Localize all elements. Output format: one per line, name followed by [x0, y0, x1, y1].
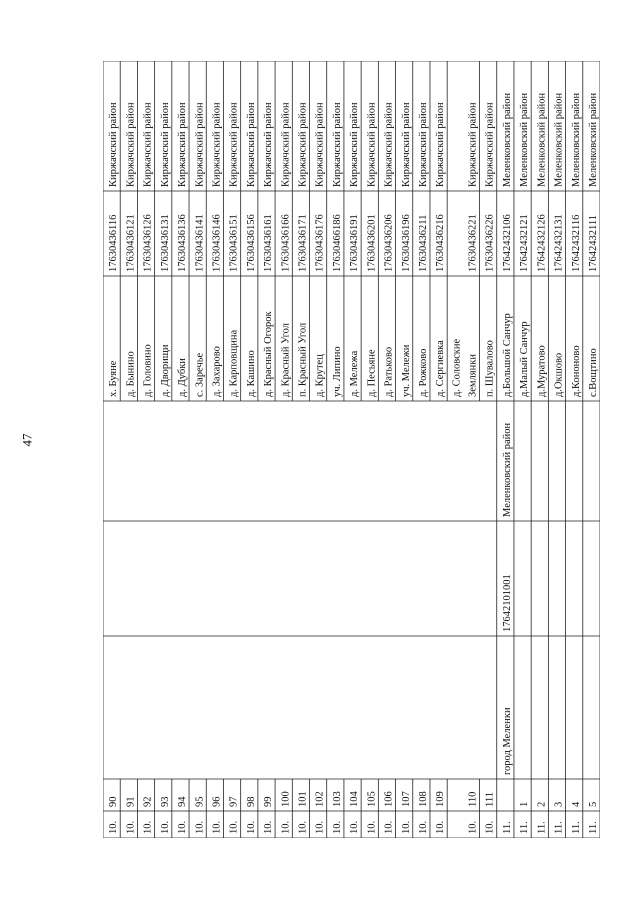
- table-cell-c1: 10.: [177, 820, 189, 834]
- table-cell-c8: Киржачский район: [467, 102, 479, 187]
- table-cell-c2: 90: [108, 796, 120, 807]
- table-cell-c8: Киржачский район: [245, 102, 257, 187]
- table-cell-c8: Киржачский район: [142, 102, 154, 187]
- table-cell-c1: 10.: [383, 820, 395, 834]
- table-cell-c2: 111: [484, 792, 496, 807]
- table-cell-c2: 93: [159, 796, 171, 807]
- page-number: [14, 420, 40, 460]
- table-cell-c2: 1: [519, 801, 531, 807]
- table-cell-c7: 17630436191: [349, 214, 361, 272]
- table-cell-c1: 10.: [280, 820, 292, 834]
- table-cell-c8: Киржачский район: [484, 102, 496, 187]
- table-cell-c8: Меленковский район: [501, 92, 513, 187]
- table-cell-c6: д.Большой Санчур: [501, 313, 513, 397]
- table-cell-c8: Меленковский район: [519, 92, 531, 187]
- table-cell-c7: 17630436211: [417, 214, 429, 272]
- table-cell-c1: 11.: [519, 821, 531, 834]
- table-cell-c3: город Меленки: [501, 707, 513, 775]
- table-cell-c1: 10.: [125, 820, 137, 834]
- table-cell-c1: 10.: [245, 820, 257, 834]
- table-cell-c8: Киржачский район: [366, 102, 378, 187]
- table-cell-c1: 10.: [417, 820, 429, 834]
- table-cell-c6: д. Кашино: [245, 350, 257, 397]
- table-cell-c8: Киржачский район: [159, 102, 171, 187]
- table-cell-c7: 17630436126: [142, 214, 154, 272]
- table-cell-c7: 17630436136: [177, 214, 189, 272]
- table-cell-c1: 10.: [467, 820, 479, 834]
- table-cell-c6: д. Дубки: [177, 358, 189, 397]
- table-cell-c8: Киржачский район: [211, 102, 223, 187]
- table-cell-c6: д. Крутец: [314, 354, 326, 397]
- table-cell-c1: 10.: [263, 820, 275, 834]
- table-cell-c8: Киржачский район: [331, 102, 343, 187]
- table-cell-c1: 10.: [314, 820, 326, 834]
- table-cell-c1: 10.: [297, 820, 309, 834]
- table-cell-c6: д. Головино: [142, 344, 154, 397]
- table-cell-c7: 17630436121: [125, 214, 137, 272]
- table-cell-c8: Киржачский район: [297, 102, 309, 187]
- table-cell-c6: д. Мележа: [349, 350, 361, 397]
- table-cell-c4: 17642101001: [501, 574, 513, 632]
- table-cell-c2: 92: [142, 796, 154, 807]
- table-cell-c8: Киржачский район: [194, 102, 206, 187]
- table-cell-c7: 17630436151: [228, 214, 240, 272]
- table-cell-c7: 17630436201: [366, 214, 378, 272]
- table-cell-c2: 2: [536, 801, 548, 807]
- table-cell-c7: 17630436176: [314, 214, 326, 272]
- table-cell-c7: 17642432116: [570, 214, 582, 272]
- table-cell-c6: х. Буяне: [108, 360, 120, 397]
- table-cell-c8: Киржачский район: [400, 102, 412, 187]
- table-cell-c6: д. Красный Угол: [280, 323, 292, 397]
- table-cell-c2: 102: [314, 791, 326, 807]
- table-cell-c7: 17630436206: [383, 214, 395, 272]
- table-cell-c6: д.Малый Санчур: [519, 321, 531, 397]
- table-cell-c2: 100: [280, 791, 292, 807]
- table-cell-c6: д. Сергиевка: [435, 340, 447, 397]
- table-cell-c2: 91: [125, 796, 137, 807]
- table-cell-c2: 106: [383, 791, 395, 807]
- table-cell-c8: Киржачский район: [228, 102, 240, 187]
- table-cell-c7: 17642432111: [588, 215, 599, 272]
- table-cell-c6: с. Заречье: [194, 352, 206, 397]
- table-cell-c1: 11.: [553, 821, 565, 834]
- table-cell-c2: 104: [349, 791, 361, 807]
- table-cell-c1: 10.: [159, 820, 171, 834]
- table-cell-c6: п. Шувалово: [484, 340, 496, 397]
- table-cell-c2: 107: [400, 791, 412, 807]
- table-cell-c1: 10.: [142, 820, 154, 834]
- table-cell-c6: д. Бынино: [125, 351, 137, 397]
- table-cell-c8: Меленковский район: [536, 92, 548, 187]
- table-cell-c7: 17642432131: [553, 214, 565, 272]
- table-cell-c6: д. Захарово: [211, 346, 223, 397]
- table-cell-c8: Киржачский район: [383, 102, 395, 187]
- table-cell-c5: Меленковский район: [501, 422, 513, 517]
- table-cell-c1: 10.: [400, 820, 412, 834]
- table-cell-c8: Киржачский район: [417, 102, 429, 187]
- table-cell-c6: уч. Липино: [331, 346, 343, 397]
- table-cell-c1: 10.: [366, 820, 378, 834]
- table-cell-c2: 110: [467, 791, 479, 807]
- table-cell-c7: 17630436226: [484, 214, 496, 272]
- table-cell-c7: 17642432121: [519, 214, 531, 272]
- table-cell-c2: 98: [245, 796, 257, 807]
- table-cell-c8: Киржачский район: [280, 102, 292, 187]
- table-cell-c7: 17630436161: [263, 214, 275, 272]
- table-cell-c7: 17630436131: [159, 214, 171, 272]
- table-cell-c7: 17630436216: [435, 214, 447, 272]
- table-cell-c6: д. Рожково: [417, 348, 429, 397]
- table-cell-c6: д. Карповщина: [228, 329, 240, 397]
- table-cell-c7: 17630436156: [245, 214, 257, 272]
- table-cell-c2: 97: [228, 796, 240, 807]
- table-cell-c1: 11.: [501, 821, 513, 834]
- table-cell-c6: д. Песьяне: [366, 349, 378, 397]
- rotated-table: [103, 61, 600, 838]
- table-cell-c6: п. Красный Угол: [297, 322, 309, 397]
- table-cell-c1: 11.: [588, 821, 599, 834]
- table-cell-c2: 4: [570, 801, 582, 807]
- table-cell-c1: 10.: [228, 820, 240, 834]
- table-cell-c7: 17642432126: [536, 214, 548, 272]
- table-cell-c7: 17630436166: [280, 214, 292, 272]
- table-cell-c7: 17630436116: [108, 214, 120, 272]
- table-cell-c1: 10.: [484, 820, 496, 834]
- table-cell-c6: д. Дворищи: [159, 344, 171, 397]
- table-cell-c7: 17642432106: [501, 214, 513, 272]
- table-cell-c6: д.Кононово: [570, 345, 582, 397]
- table-cell-c6: д.Окшово: [553, 352, 565, 397]
- table-cell-c2: 96: [211, 796, 223, 807]
- table-cell-c2: 109: [435, 791, 447, 807]
- table-cell-c1: 10.: [435, 820, 447, 834]
- table-cell-c8: Киржачский район: [108, 102, 120, 187]
- table-cell-c7: 17630466186: [331, 214, 343, 272]
- table-cell-c2: 99: [263, 796, 275, 807]
- page-number-text: 47: [19, 433, 34, 447]
- table-cell-c8: Киржачский район: [263, 102, 275, 187]
- table-cell-c1: 11.: [536, 821, 548, 834]
- table-cell-c2: 105: [366, 791, 378, 807]
- table-cell-c2: 108: [417, 791, 429, 807]
- table-cell-c1: 10.: [108, 820, 120, 834]
- table-cell-c8: Меленковский район: [588, 92, 599, 187]
- table-cell-c7: 17630436141: [194, 214, 206, 272]
- table-cell-c1: 10.: [331, 820, 343, 834]
- table-cell-c8: Меленковский район: [570, 92, 582, 187]
- table-cell-c2: 5: [588, 801, 599, 807]
- table-cell-c2: 101: [297, 791, 309, 807]
- table-cell-c8: Киржачский район: [177, 102, 189, 187]
- table-cell-c2: 3: [553, 801, 565, 807]
- table-cell-c7: 17630436221: [467, 214, 479, 272]
- table-cell-c1: 10.: [211, 820, 223, 834]
- table-cell-c6: уч. Мележи: [400, 344, 412, 397]
- table-cell-c6: д.Муратово: [536, 345, 548, 397]
- table-cell-c6: с.Вощтино: [588, 348, 599, 397]
- table-cell-c6: д. Красный Огорок: [263, 311, 275, 397]
- table-cell-c8: Киржачский район: [125, 102, 137, 187]
- table-cell-c6: д. Ратьково: [383, 346, 395, 397]
- table-cell-c7: 17630436146: [211, 214, 223, 272]
- table-cell-c6: д. Соловские Землянки: [451, 338, 479, 397]
- table-cell-c1: 11.: [570, 821, 582, 834]
- table-cell-c2: 95: [194, 796, 206, 807]
- table-cell-c1: 10.: [194, 820, 206, 834]
- table-cell-c8: Киржачский район: [349, 102, 361, 187]
- table-cell-c2: 94: [177, 796, 189, 807]
- table-cell-c1: 10.: [349, 820, 361, 834]
- table-cell-c7: 17630436196: [400, 214, 412, 272]
- table-cell-c2: 103: [331, 791, 343, 807]
- table-cell-c8: Киржачский район: [435, 102, 447, 187]
- table-cell-c8: Киржачский район: [314, 102, 326, 187]
- table-cell-c7: 17630436171: [297, 214, 309, 272]
- table-cell-c8: Меленковский район: [553, 92, 565, 187]
